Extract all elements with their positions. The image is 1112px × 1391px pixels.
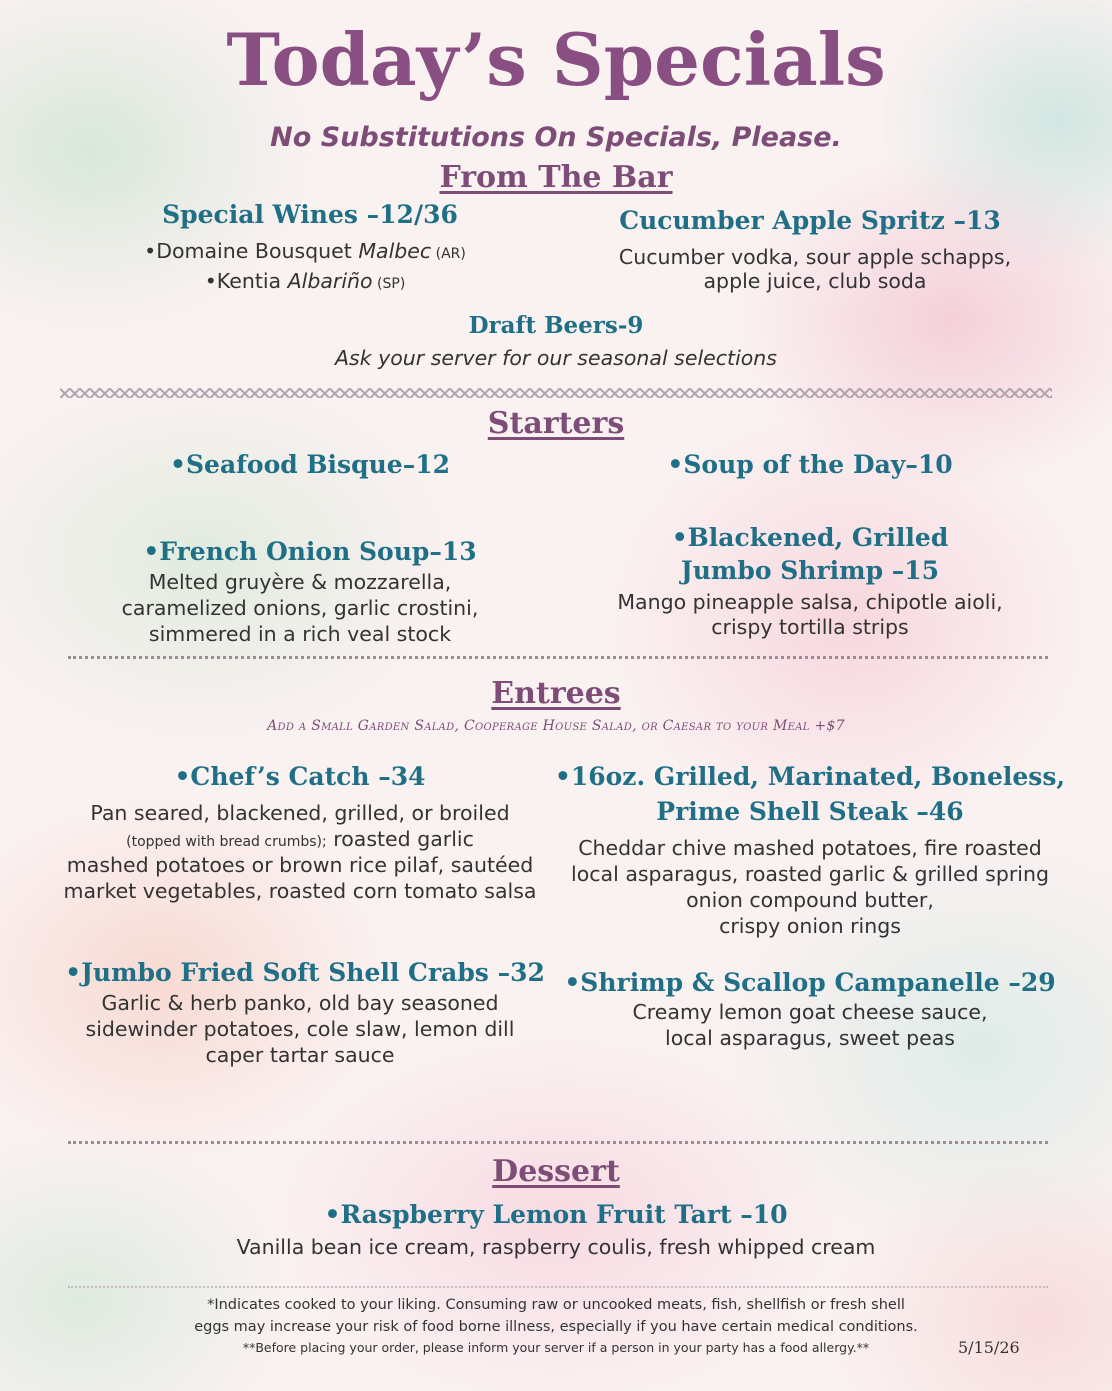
spritz-desc-2: apple juice, club soda (703, 269, 927, 293)
menu-date: 5/15/26 (958, 1338, 1020, 1357)
campanelle-title: •Shrimp & Scallop Campanelle –29 (564, 968, 1056, 997)
campanelle-desc-2: local asparagus, sweet peas (665, 1026, 955, 1050)
section-heading-bar: From The Bar (439, 160, 673, 195)
allergy-disclaimer-1: *Indicates cooked to your liking. Consuming raw or uncooked meats, fish, shellfish or fresh shell (207, 1297, 905, 1313)
chefs-catch-desc-3: mashed potatoes or brown rice pilaf, sautéed (66, 853, 534, 877)
roasted-garlic-text: roasted garlic (326, 827, 474, 851)
soft-shell-crabs-title: •Jumbo Fried Soft Shell Crabs –32 (65, 958, 545, 987)
subtitle: No Substitutions On Specials, Please. (270, 122, 842, 153)
chefs-catch-desc-1: Pan seared, blackened, grilled, or broiled (90, 801, 510, 825)
steak-title-1: •16oz. Grilled, Marinated, Boneless, (554, 762, 1066, 791)
french-onion-desc-3: simmered in a rich veal stock (148, 622, 452, 646)
section-heading-entrees: Entrees (491, 676, 621, 711)
steak-desc-3: onion compound butter, (686, 888, 934, 912)
wine-name: •Domaine Bousquet (144, 239, 359, 263)
dotted-divider (68, 656, 1048, 659)
shrimp-title-2: Jumbo Shrimp –15 (680, 556, 940, 585)
wine-item-1 (90, 238, 520, 267)
dotted-divider (68, 1141, 1048, 1144)
steak-desc-2: local asparagus, roasted garlic & grilled spring (571, 862, 1049, 886)
wine-region: (SP) (372, 276, 406, 292)
spritz-desc-1: Cucumber vodka, sour apple schapps, (618, 245, 1012, 269)
chefs-catch-desc-2 (50, 826, 550, 855)
chefs-catch-title: •Chef’s Catch –34 (174, 762, 426, 791)
steak-desc-4: crispy onion rings (719, 914, 901, 938)
crabs-desc-3: caper tartar sauce (205, 1043, 395, 1067)
chefs-catch-desc-4: market vegetables, roasted corn tomato salsa (63, 879, 537, 903)
entrees-salad-note: Add a Small Garden Salad, Cooperage House Salad, or Caesar to your Meal +$7 (267, 718, 845, 734)
crabs-desc-2: sidewinder potatoes, cole slaw, lemon dill (85, 1017, 515, 1041)
section-heading-starters: Starters (487, 406, 625, 441)
wine-varietal: Malbec (358, 239, 432, 263)
special-wines-title: Special Wines –12/36 (162, 200, 458, 229)
allergy-disclaimer-3: **Before placing your order, please inform your server if a person in your party has a food allergy.** (242, 1340, 870, 1355)
section-heading-dessert: Dessert (492, 1154, 620, 1189)
spritz-title: Cucumber Apple Spritz –13 (619, 206, 1001, 235)
shrimp-desc-1: Mango pineapple salsa, chipotle aioli, (617, 590, 1003, 614)
crabs-desc-1: Garlic & herb panko, old bay seasoned (101, 991, 499, 1015)
campanelle-desc-1: Creamy lemon goat cheese sauce, (632, 1000, 988, 1024)
fruit-tart-desc: Vanilla bean ice cream, raspberry coulis, fresh whipped cream (236, 1235, 876, 1259)
french-onion-title: •French Onion Soup–13 (143, 537, 477, 566)
shrimp-desc-2: crispy tortilla strips (711, 615, 909, 639)
seafood-bisque: •Seafood Bisque–12 (170, 450, 450, 479)
soup-of-the-day: •Soup of the Day–10 (667, 450, 953, 479)
shrimp-title-1: •Blackened, Grilled (671, 523, 949, 552)
bread-crumbs-note: (topped with bread crumbs); (126, 834, 327, 850)
steak-title-2: Prime Shell Steak –46 (656, 797, 964, 826)
wine-item-2 (90, 268, 520, 297)
fruit-tart-title: •Raspberry Lemon Fruit Tart –10 (324, 1200, 788, 1229)
draft-beers-desc: Ask your server for our seasonal selections (335, 346, 777, 370)
draft-beers-title: Draft Beers-9 (468, 312, 644, 339)
wine-name: •Kentia (204, 269, 288, 293)
dotted-divider (68, 1286, 1048, 1288)
allergy-disclaimer-2: eggs may increase your risk of food borne illness, especially if you have certain medical conditions. (194, 1319, 918, 1335)
page-title: Today’s Specials (226, 17, 886, 102)
wine-region: (AR) (431, 246, 466, 262)
french-onion-desc-2: caramelized onions, garlic crostini, (121, 596, 479, 620)
wine-varietal: Albariño (287, 269, 373, 293)
decorative-divider (60, 388, 1052, 398)
steak-desc-1: Cheddar chive mashed potatoes, fire roasted (578, 836, 1042, 860)
french-onion-desc-1: Melted gruyère & mozzarella, (148, 570, 452, 594)
